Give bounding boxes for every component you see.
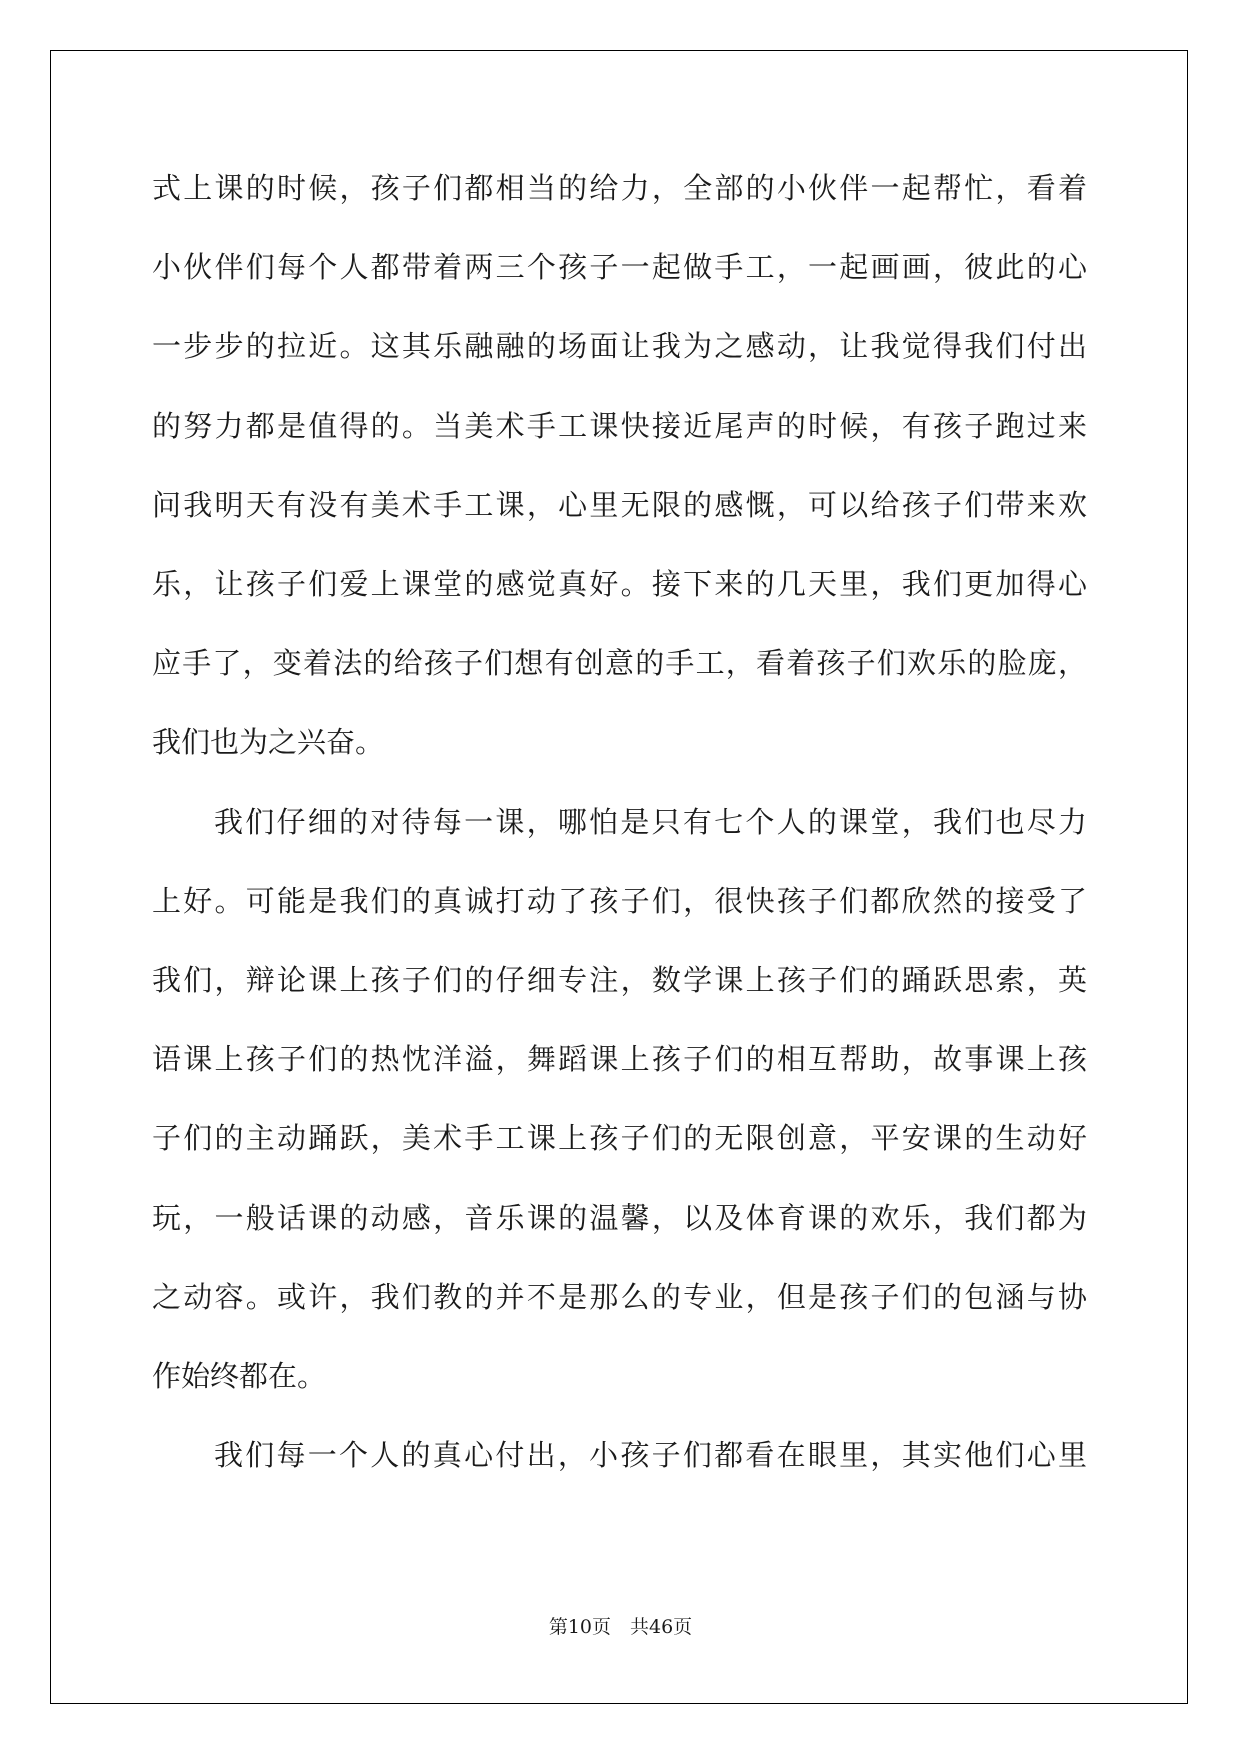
- text-line: 我们每一个人的真心付出，小孩子们都看在眼里，其实他们心里: [214, 1438, 1087, 1472]
- text-line: 应手了，变着法的给孩子们想有创意的手工，看着孩子们欢乐的脸庞，: [152, 646, 1087, 680]
- text-line: 小伙伴们每个人都带着两三个孩子一起做手工，一起画画，彼此的心: [152, 250, 1087, 284]
- text-line: 语课上孩子们的热忱洋溢，舞蹈课上孩子们的相互帮助，故事课上孩: [152, 1042, 1087, 1076]
- text-line: 作始终都在。: [152, 1359, 327, 1393]
- text-line: 乐，让孩子们爱上课堂的感觉真好。接下来的几天里，我们更加得心: [152, 567, 1087, 601]
- text-line: 我们，辩论课上孩子们的仔细专注，数学课上孩子们的踊跃思索，英: [152, 963, 1087, 997]
- text-line: 上好。可能是我们的真诚打动了孩子们，很快孩子们都欣然的接受了: [152, 884, 1087, 918]
- text-line: 我们仔细的对待每一课，哪怕是只有七个人的课堂，我们也尽力: [214, 805, 1087, 839]
- text-line: 之动容。或许，我们教的并不是那么的专业，但是孩子们的包涵与协: [152, 1280, 1087, 1314]
- text-line: 的努力都是值得的。当美术手工课快接近尾声的时候，有孩子跑过来: [152, 409, 1087, 443]
- text-line: 一步步的拉近。这其乐融融的场面让我为之感动，让我觉得我们付出: [152, 329, 1087, 363]
- text-line: 子们的主动踊跃，美术手工课上孩子们的无限创意，平安课的生动好: [152, 1121, 1087, 1155]
- text-line: 问我明天有没有美术手工课，心里无限的感慨，可以给孩子们带来欢: [152, 488, 1087, 522]
- text-line: 式上课的时候，孩子们都相当的给力，全部的小伙伴一起帮忙，看着: [152, 171, 1087, 205]
- page-number-footer: 第10页 共46页: [548, 1616, 693, 1638]
- text-line: 我们也为之兴奋。: [152, 725, 385, 759]
- text-line: 玩，一般话课的动感，音乐课的温馨，以及体育课的欢乐，我们都为: [152, 1201, 1087, 1235]
